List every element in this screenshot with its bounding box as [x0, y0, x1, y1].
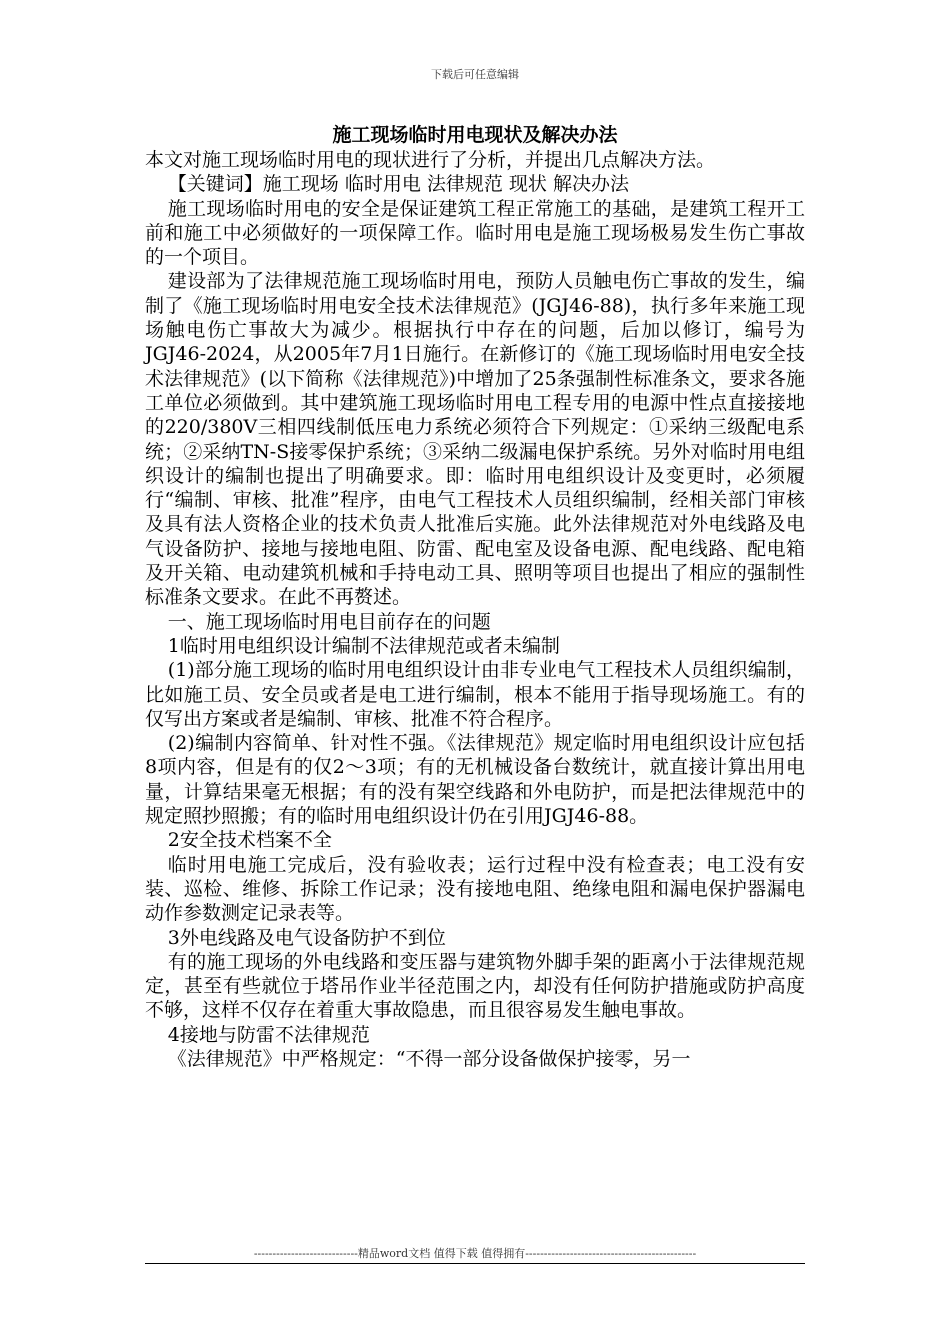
document-body: [145, 148, 805, 1071]
subsection-heading: 3外电线路及电气设备防护不到位: [167, 926, 446, 949]
body-paragraph: (2)编制内容简单、针对性不强。《法律规范》规定临时用电组织设计应包括8项内容，但是有的仅2～3项；有的无机械设备台数统计，就直接计算出用电量，计算结果毫无根据；有的没有架空线路和外电防护，而是把法律规范中的规定照抄照搬；有的临时用电组织设计仍在引用JGJ46-88。: [145, 732, 805, 828]
body-paragraph: 临时用电施工完成后，没有验收表；运行过程中没有检查表；电工没有安装、巡检、维修、拆除工作记录；没有接地电阻、绝缘电阻和漏电保护器漏电动作参数测定记录表等。: [145, 853, 805, 925]
subsection-heading: 4接地与防雷不法律规范: [167, 1023, 370, 1046]
body-paragraph: 《法律规范》中严格规定：“不得一部分设备做保护接零，另一: [167, 1047, 691, 1070]
subsection-heading: 2安全技术档案不全: [167, 829, 332, 852]
subsection-heading: 1临时用电组织设计编制不法律规范或者未编制: [167, 634, 560, 657]
footer-note: ----------------------------精品word文档 值得下载 值得拥有----------------------------------------------: [253, 1247, 697, 1260]
body-paragraph: (1)部分施工现场的临时用电组织设计由非专业电气工程技术人员组织编制，比如施工员、安全员或者是电工进行编制，根本不能用于指导现场施工。有的仅写出方案或者是编制、审核、批准不符合程序。: [145, 659, 805, 730]
body-paragraph: 施工现场临时用电的安全是保证建筑工程正常施工的基础，是建筑工程开工前和施工中必须做好的一项保障工作。临时用电是施工现场极易发生伤亡事故的一个项目。: [145, 197, 805, 269]
document-title: 施工现场临时用电现状及解决办法: [332, 124, 618, 146]
footer-divider: [145, 1263, 805, 1264]
abstract-paragraph: 本文对施工现场临时用电的现状进行了分析，并提出几点解决方法。: [145, 149, 716, 171]
section-heading: 一、施工现场临时用电目前存在的问题: [167, 610, 491, 633]
body-paragraph: 有的施工现场的外电线路和变压器与建筑物外脚手架的距离小于法律规范规定，甚至有些就位于塔吊作业半径范围之内，却没有任何防护措施或防护高度不够，这样不仅存在着重大事故隐患，而且很容易发生触电事故。: [145, 950, 805, 1022]
header-note: 下载后可任意编辑: [431, 68, 519, 81]
keywords-paragraph: 【关键词】施工现场 临时用电 法律规范 现状 解决办法: [167, 173, 629, 196]
body-paragraph: 建设部为了法律规范施工现场临时用电，预防人员触电伤亡事故的发生，编制了《施工现场临时用电安全技术法律规范》(JGJ46-88)，执行多年来施工现场触电伤亡事故大为减少。根据执行中存在的问题，后加以修订，编号为JGJ46-2024，从2005年7月1日施行。在新修订的《施工现场临时用电安全技术法律规范》(以下简称《法律规范》)中增加了25条强制性标准条文，要求各施工单位必须做到。其中建筑施工现场临时用电工程专用的电源中性点直接接地的220/380V三相四线制低压电力系统必须符合下列规定：①采纳三级配电系统；②采纳TN-S接零保护系统；③采纳二级漏电保护系统。另外对临时用电组织设计的编制也提出了明确要求。即：临时用电组织设计及变更时，必须履行“编制、审核、批准”程序，由电气工程技术人员组织编制，经相关部门审核及具有法人资格企业的技术负责人批准后实施。此外法律规范对外电线路及电气设备防护、接地与接地电阻、防雷、配电室及设备电源、配电线路、配电箱及开关箱、电动建筑机械和手持电动工具、照明等项目也提出了相应的强制性标准条文要求。在此不再赘述。: [145, 270, 805, 609]
